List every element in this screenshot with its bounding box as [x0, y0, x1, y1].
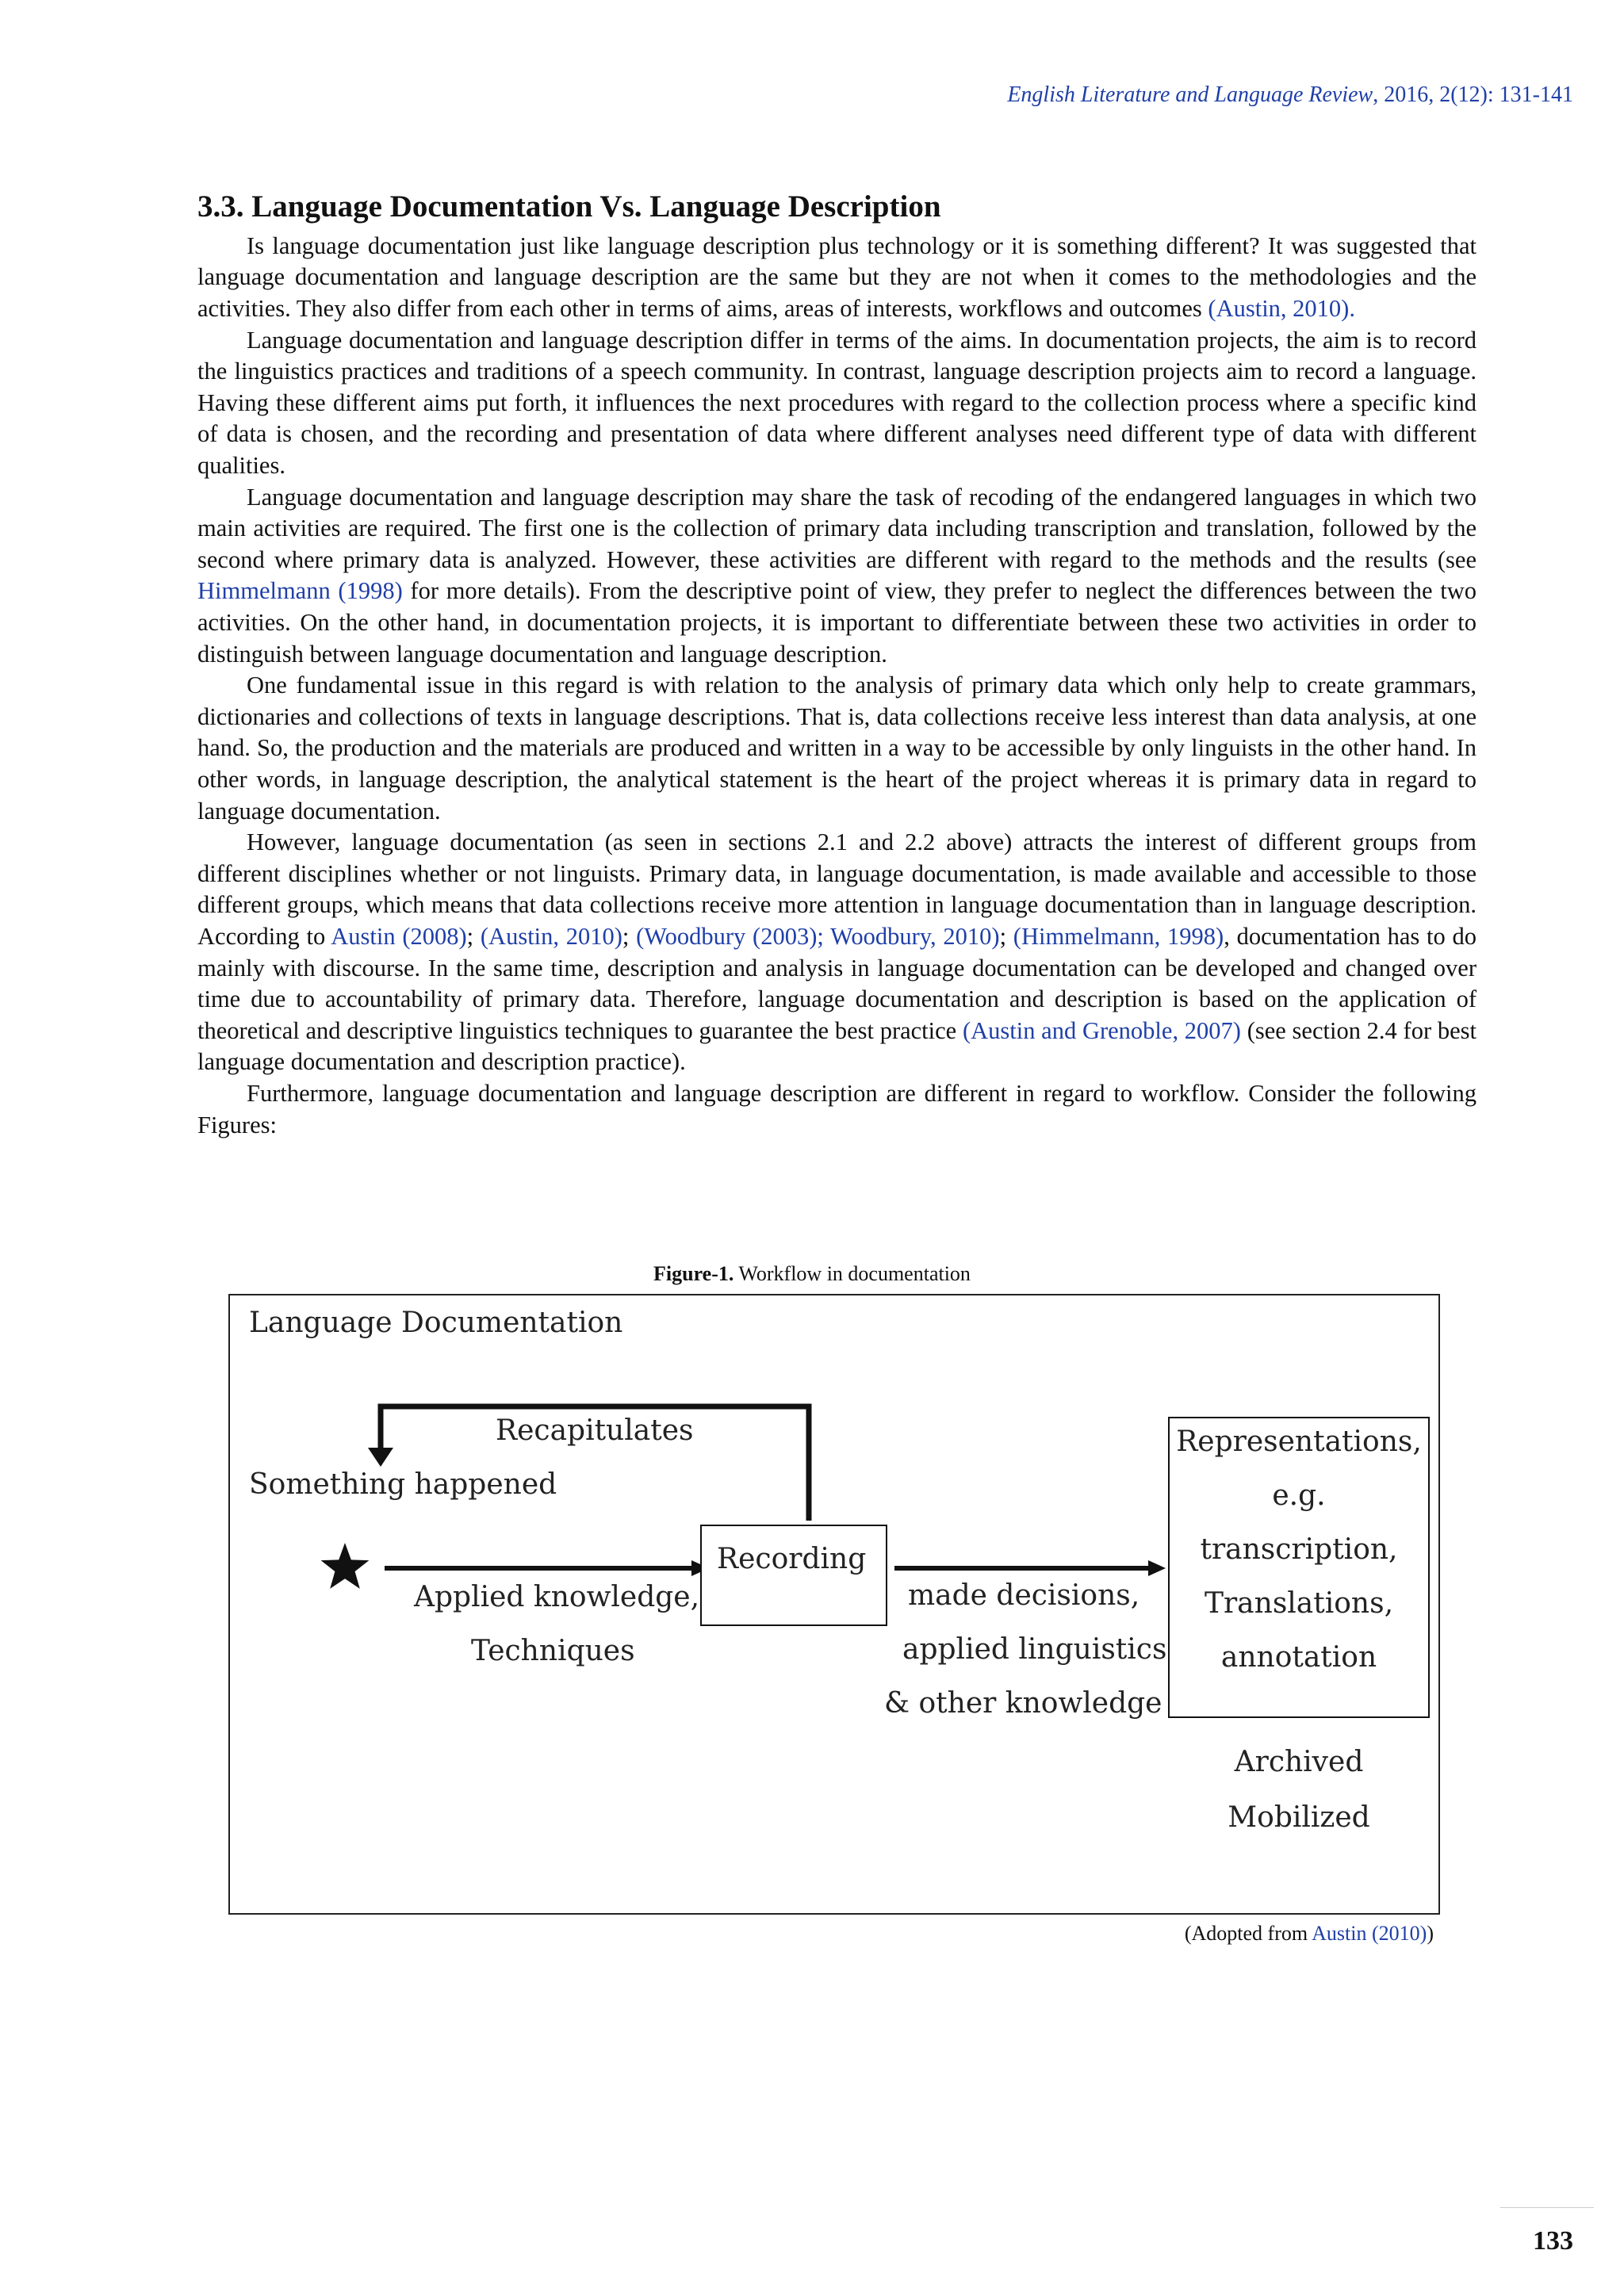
applied-knowledge-label: Applied knowledge,: [414, 1581, 700, 1613]
paragraph-text: ;: [466, 922, 481, 950]
transcription-label: transcription,: [1200, 1533, 1398, 1566]
paragraph-text: Language documentation and language description may share the task of recoding of the endangered languages in which two main activities are required. The first one is the collection of primary data including transcription and translation, followed by the second where primary data is analyzed. However, these activities are different with regard to the methods and the results (see: [197, 483, 1477, 573]
paragraph-text: However, language documentation (as seen in sections 2.1 and 2.2 above) attracts the interest of different groups from different disciplines whether or not linguists. Primary data, in language documentation, is made available and accessible to those different groups, which means that data collections receive more attention in language documentation than in language description. According to: [197, 828, 1477, 950]
running-header: [1007, 82, 1573, 108]
mobilized-label: Mobilized: [1228, 1801, 1370, 1834]
made-decisions-label: made decisions,: [908, 1579, 1140, 1612]
paragraph-2: [197, 325, 1477, 482]
citation-link[interactable]: (Austin and Grenoble, 2007): [962, 1016, 1241, 1044]
representations-label: Representations,: [1176, 1425, 1422, 1458]
citation-link[interactable]: (Himmelmann, 1998): [1013, 922, 1224, 950]
paragraph-text: ;: [622, 922, 637, 950]
figure-source-note: [1185, 1922, 1434, 1946]
recapitulates-label: Recapitulates: [496, 1414, 694, 1447]
eg-label: e.g.: [1272, 1479, 1326, 1512]
citation-link[interactable]: (Austin, 2010): [480, 922, 622, 950]
techniques-label: Techniques: [471, 1635, 635, 1667]
decisions-arrowhead-icon: [1148, 1560, 1166, 1576]
citation-link[interactable]: Austin (2010): [1312, 1922, 1427, 1945]
other-knowledge-label: & other knowledge: [884, 1687, 1162, 1720]
page-number: 133: [1533, 2226, 1573, 2256]
article-body: [197, 190, 1477, 1141]
recapitulate-arrowhead-icon: [368, 1448, 393, 1467]
figure-caption-label: Figure-1.: [653, 1262, 734, 1285]
annotation-label: annotation: [1220, 1641, 1377, 1674]
figure-title: Language Documentation: [249, 1307, 623, 1339]
workflow-diagram: [230, 1295, 1442, 1916]
journal-citation: , 2016, 2(12): 131-141: [1373, 82, 1573, 107]
star-icon: [321, 1543, 370, 1589]
paragraph-text: for more details). From the descriptive point of view, they prefer to neglect the differences between the two activities. On the other hand, in documentation projects, it is important to differentiate between these two activities in order to distinguish between language documentation and language description.: [197, 577, 1477, 668]
paragraph-text: , documentation has to do mainly with discourse. In the same time, description and analysis in language documentation can be developed and changed over time due to accountability of primary data. Therefore, language documentation and description is based on the application of theoretical and descriptive linguistics techniques to guarantee the best practice: [197, 922, 1477, 1044]
citation-link[interactable]: Himmelmann (1998): [197, 577, 403, 605]
paragraph-text: (see section 2.4 for best language documentation and description practice).: [197, 1016, 1477, 1076]
paragraph-text: Is language documentation just like language description plus technology or it is something different? It was suggested that language documentation and language description are the same but they are not when it comes to the methodologies and the activities. They also differ from each other in terms of aims, areas of interests, workflows and outcomes: [197, 232, 1477, 323]
something-happened-label: Something happened: [249, 1468, 557, 1501]
citation-link[interactable]: (Woodbury (2003); Woodbury, 2010): [636, 922, 1000, 950]
footer-divider: [1500, 2207, 1594, 2208]
paragraph-6: [197, 1078, 1477, 1141]
source-note-text: (Adopted from: [1184, 1922, 1312, 1945]
paragraph-text: Furthermore, language documentation and language description are different in regard to workflow. Consider the following Figures:: [197, 1079, 1477, 1138]
paragraph-3: [197, 482, 1477, 671]
paragraph-4: [197, 670, 1477, 827]
figure-caption: [0, 1262, 1624, 1286]
recording-label: Recording: [717, 1543, 867, 1575]
paragraph-text: ;: [999, 922, 1013, 950]
paragraph-1: [197, 231, 1477, 325]
citation-link[interactable]: Austin (2008): [331, 922, 467, 950]
archived-label: Archived: [1234, 1746, 1364, 1778]
paragraph-text: One fundamental issue in this regard is with relation to the analysis of primary data which only help to create grammars, dictionaries and collections of texts in language descriptions. That is, data collections receive less interest than data analysis, at one hand. So, the production and the materials are produced and written in a way to be accessible by only linguists in the other hand. In other words, in language description, the analytical statement is the heart of the project whereas it is primary data in regard to language documentation.: [197, 672, 1477, 825]
translations-label: Translations,: [1204, 1587, 1394, 1620]
applied-linguistics-label: applied linguistics: [902, 1633, 1167, 1666]
paragraph-5: [197, 827, 1477, 1078]
figure-caption-text: Workflow in documentation: [733, 1262, 971, 1285]
workflow-figure: [228, 1294, 1440, 1915]
section-heading: 3.3. Language Documentation Vs. Language Description: [197, 189, 941, 224]
recording-box: [701, 1525, 887, 1625]
citation-link[interactable]: (Austin, 2010).: [1208, 295, 1355, 323]
journal-title: English Literature and Language Review: [1007, 82, 1373, 107]
paragraph-text: Language documentation and language description differ in terms of the aims. In documentation projects, the aim is to record the linguistics practices and traditions of a speech community. In contrast, language description projects aim to record a language. Having these different aims put forth, it influences the next procedures with regard to the collection process where a specific kind of data is chosen, and the recording and presentation of data where different analyses need different type of data with different qualities.: [197, 326, 1477, 480]
source-note-text: ): [1427, 1922, 1434, 1945]
